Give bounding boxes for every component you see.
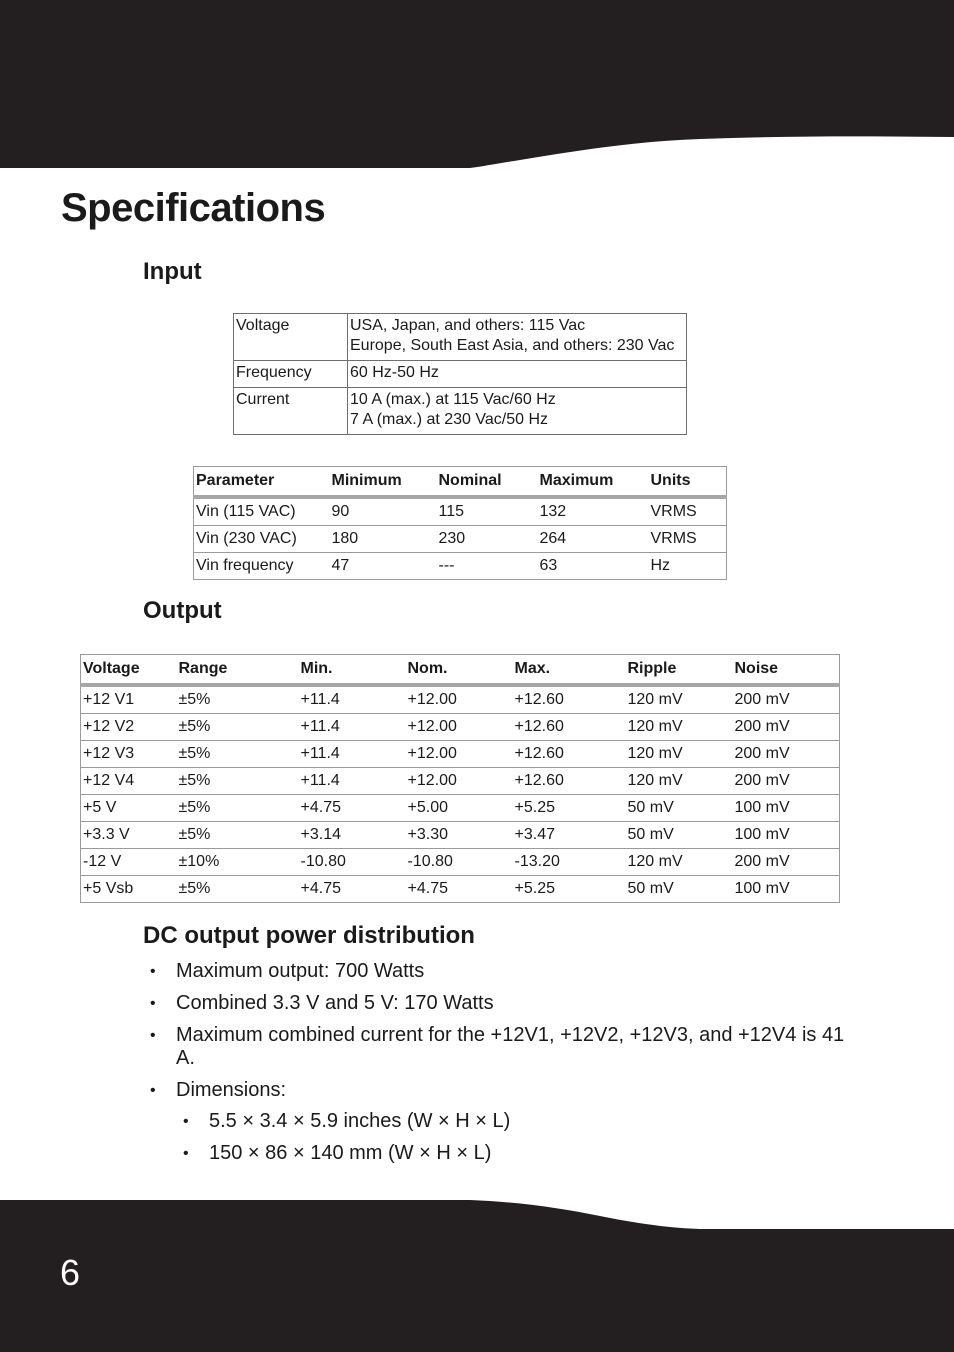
dc-output-list [143, 960, 863, 1174]
table-cell [348, 314, 687, 361]
list-item-text: Combined 3.3 V and 5 V: 170 Watts [176, 992, 494, 1014]
table-cell: +11.4 [299, 768, 406, 795]
table-cell: 100 mV [733, 822, 840, 849]
table-cell: ±10% [177, 849, 299, 876]
table-cell: +12 V1 [81, 685, 177, 714]
bullet-icon: • [150, 1082, 156, 1099]
input-parameter-table [193, 466, 727, 580]
list-item-text: Maximum combined current for the +12V1, +12V2, +12V3, and +12V4 is 41 A. [176, 1024, 845, 1069]
column-header: Units [649, 467, 727, 498]
table-cell: Vin (230 VAC) [194, 526, 330, 553]
table-cell: 47 [331, 557, 350, 574]
column-header: Range [177, 655, 299, 686]
input-heading: Input [143, 258, 202, 285]
table-cell: 120 mV [626, 768, 733, 795]
table-cell: ±5% [177, 795, 299, 822]
table-cell: +12.60 [513, 741, 626, 768]
table-cell: 120 mV [626, 685, 733, 714]
table-cell: ±5% [177, 741, 299, 768]
table-cell: 50 mV [627, 880, 674, 897]
page-number: 6 [60, 1252, 81, 1293]
table-cell: +12.00 [406, 685, 513, 714]
table-cell: +4.75 [407, 880, 448, 897]
table-cell: +4.75 [299, 795, 406, 822]
table-cell: +4.75 [300, 880, 341, 897]
table-cell: 264 [538, 526, 649, 553]
table-cell: Hz [650, 557, 671, 574]
column-header: Max. [513, 655, 626, 686]
table-cell [348, 361, 687, 388]
table-cell: +5 Vsb [83, 880, 134, 897]
column-header: Parameter [194, 467, 330, 498]
table-cell: Voltage [234, 314, 348, 361]
footer-band [0, 1196, 954, 1352]
table-cell: +5 V [81, 795, 177, 822]
list-item-text: 5.5 × 3.4 × 5.9 inches (W × H × L) [209, 1110, 511, 1132]
column-header: Noise [733, 655, 840, 686]
table-cell: Vin frequency [196, 557, 294, 574]
table-cell: ±5% [178, 880, 211, 897]
output-heading: Output [143, 597, 222, 624]
bullet-icon: • [183, 1145, 189, 1162]
table-row [81, 849, 840, 876]
table-cell: Vin (115 VAC) [194, 497, 330, 526]
table-cell: 100 mV [733, 795, 840, 822]
table-row [81, 714, 840, 741]
output-table [80, 654, 840, 903]
column-header: Nominal [437, 467, 538, 498]
list-item [143, 1024, 863, 1070]
table-cell: 200 mV [733, 849, 840, 876]
table-cell: +12 V4 [81, 768, 177, 795]
table-cell: +12.00 [406, 741, 513, 768]
table-cell: +12 V3 [81, 741, 177, 768]
table-cell: -13.20 [513, 849, 626, 876]
table-cell: +12.60 [513, 685, 626, 714]
table-cell: 100 mV [734, 880, 790, 897]
column-header: Min. [299, 655, 406, 686]
table-cell: 120 mV [626, 714, 733, 741]
table-row [81, 741, 840, 768]
table-cell: +11.4 [299, 714, 406, 741]
column-header: Ripple [626, 655, 733, 686]
bullet-icon: • [150, 1027, 156, 1044]
table-cell: +12.60 [513, 768, 626, 795]
list-item [143, 1079, 863, 1165]
table-cell: 230 [437, 526, 538, 553]
table-cell: 200 mV [733, 741, 840, 768]
table-cell: 180 [330, 526, 437, 553]
table-row [81, 768, 840, 795]
table-row [81, 822, 840, 849]
dimensions-list [176, 1110, 863, 1165]
list-item [143, 992, 863, 1015]
table-cell: 120 mV [626, 741, 733, 768]
table-cell: ±5% [177, 714, 299, 741]
table-cell: +11.4 [299, 741, 406, 768]
table-cell: 115 [437, 497, 538, 526]
list-item [176, 1110, 863, 1133]
table-cell: -10.80 [406, 849, 513, 876]
bullet-icon: • [150, 995, 156, 1012]
table-row [194, 553, 727, 580]
table-cell: 200 mV [733, 714, 840, 741]
list-item-text: Dimensions: [176, 1079, 287, 1101]
header-band [0, 0, 954, 172]
table-cell: +5.00 [406, 795, 513, 822]
table-header-row [194, 467, 727, 498]
cell-line: 10 A (max.) at 115 Vac/60 Hz [350, 391, 556, 408]
bullet-icon: • [150, 963, 156, 980]
table-header-row [81, 655, 840, 686]
bullet-icon: • [183, 1113, 189, 1130]
table-cell: 200 mV [733, 768, 840, 795]
column-header: Voltage [81, 655, 177, 686]
table-row [81, 685, 840, 714]
table-cell: 50 mV [626, 822, 733, 849]
cell-line: Europe, South East Asia, and others: 230 Vac [350, 337, 675, 354]
table-cell: +12.00 [406, 768, 513, 795]
footer-band-shape [0, 1200, 954, 1352]
cell-line: USA, Japan, and others: 115 Vac [350, 317, 586, 334]
table-row [194, 526, 727, 553]
table-row [194, 497, 727, 526]
list-item [143, 960, 863, 983]
list-item-text: 150 × 86 × 140 mm (W × H × L) [209, 1142, 492, 1164]
table-cell: 132 [538, 497, 649, 526]
dc-output-heading: DC output power distribution [143, 922, 475, 949]
column-header: Maximum [538, 467, 649, 498]
table-cell: -12 V [81, 849, 177, 876]
table-cell: Current [234, 388, 348, 435]
table-cell: +3.3 V [81, 822, 177, 849]
table-cell: ±5% [177, 822, 299, 849]
column-header: Nom. [406, 655, 513, 686]
table-cell: 50 mV [626, 795, 733, 822]
table-row [81, 876, 840, 903]
table-cell: 120 mV [626, 849, 733, 876]
table-row [81, 795, 840, 822]
input-summary-table [233, 313, 687, 435]
page-title: Specifications [61, 186, 326, 230]
table-cell: VRMS [649, 497, 727, 526]
table-cell: 200 mV [733, 685, 840, 714]
table-cell: ±5% [177, 768, 299, 795]
table-cell: +3.14 [299, 822, 406, 849]
cell-line: 60 Hz-50 Hz [350, 364, 439, 381]
table-cell: +12 V2 [81, 714, 177, 741]
table-cell: +12.60 [513, 714, 626, 741]
list-item [176, 1142, 863, 1165]
table-cell: 63 [539, 557, 558, 574]
table-cell: ±5% [177, 685, 299, 714]
cell-line: 7 A (max.) at 230 Vac/50 Hz [350, 411, 549, 428]
table-row [234, 314, 687, 361]
table-cell [348, 388, 687, 435]
table-cell: +11.4 [299, 685, 406, 714]
table-cell: +3.30 [406, 822, 513, 849]
table-cell: -10.80 [299, 849, 406, 876]
table-cell: +5.25 [513, 795, 626, 822]
header-band-shape [0, 0, 954, 168]
table-cell: +12.00 [406, 714, 513, 741]
table-cell: +3.47 [513, 822, 626, 849]
table-row [234, 388, 687, 435]
table-cell: Frequency [234, 361, 348, 388]
table-cell: --- [438, 557, 455, 574]
column-header: Minimum [330, 467, 437, 498]
table-cell: 90 [330, 497, 437, 526]
table-cell: +5.25 [514, 880, 555, 897]
table-row [234, 361, 687, 388]
table-cell: VRMS [649, 526, 727, 553]
list-item-text: Maximum output: 700 Watts [176, 960, 425, 982]
